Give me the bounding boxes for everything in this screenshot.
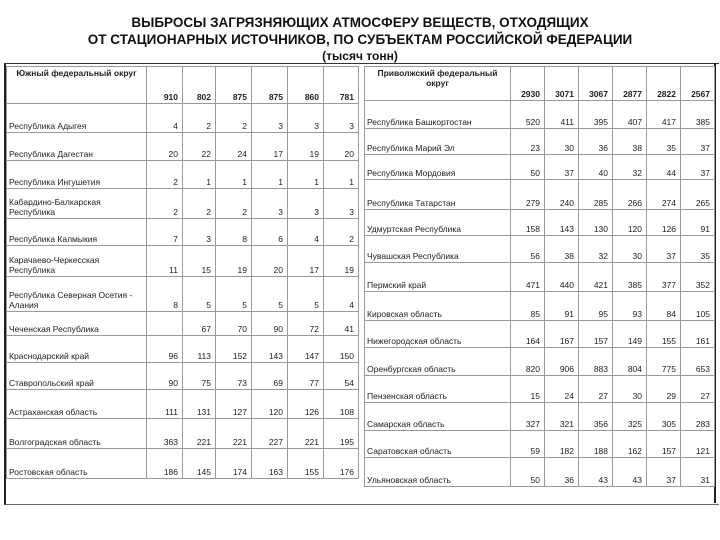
emission-value: 157 <box>647 431 681 458</box>
emission-value: 120 <box>613 210 647 236</box>
emission-value: 24 <box>545 376 579 403</box>
emission-value: 67 <box>183 312 216 336</box>
emission-value: 108 <box>324 390 359 419</box>
emission-value: 327 <box>511 403 545 431</box>
emission-value: 77 <box>288 363 324 390</box>
emission-value: 3 <box>252 189 288 219</box>
emission-value: 36 <box>545 458 579 487</box>
emission-value: 95 <box>579 292 613 321</box>
emission-value: 17 <box>288 246 324 277</box>
emission-value: 127 <box>216 390 252 419</box>
emission-value: 4 <box>324 277 359 312</box>
emission-value: 163 <box>252 449 288 479</box>
emission-value: 352 <box>681 263 715 292</box>
table-row <box>7 312 359 336</box>
emission-value: 19 <box>288 133 324 161</box>
emission-value: 1 <box>252 161 288 189</box>
emission-value: 15 <box>183 246 216 277</box>
table-row <box>7 133 359 161</box>
emission-value: 121 <box>681 431 715 458</box>
region-name: Саратовская область <box>365 431 511 458</box>
emission-value: 471 <box>511 263 545 292</box>
table-row <box>7 390 359 419</box>
region-name: Ставропольский край <box>7 363 147 390</box>
region-name: Республика Ингушетия <box>7 161 147 189</box>
region-name: Кировская область <box>365 292 511 321</box>
table-row <box>7 277 359 312</box>
emission-value: 130 <box>579 210 613 236</box>
emission-value: 113 <box>183 336 216 363</box>
district-total: 875 <box>252 67 288 104</box>
emission-value: 1 <box>288 161 324 189</box>
emission-value: 5 <box>216 277 252 312</box>
table-row <box>7 189 359 219</box>
emission-value: 377 <box>647 263 681 292</box>
emission-value: 73 <box>216 363 252 390</box>
emission-value: 37 <box>681 129 715 155</box>
emission-value: 149 <box>613 321 647 348</box>
district-total: 860 <box>288 67 324 104</box>
emission-value: 11 <box>147 246 183 277</box>
emission-value: 804 <box>613 348 647 376</box>
emission-value: 3 <box>324 104 359 133</box>
table-row <box>365 101 715 129</box>
emission-value: 15 <box>511 376 545 403</box>
district-name: Южный федеральный округ <box>7 67 147 104</box>
emission-value: 41 <box>324 312 359 336</box>
region-name: Республика Татарстан <box>365 180 511 210</box>
emission-value: 2 <box>216 189 252 219</box>
emission-value: 150 <box>324 336 359 363</box>
emission-value: 285 <box>579 180 613 210</box>
emission-value: 38 <box>545 236 579 263</box>
emission-value: 407 <box>613 101 647 129</box>
emission-value: 22 <box>183 133 216 161</box>
emission-value: 5 <box>252 277 288 312</box>
emission-value: 1 <box>183 161 216 189</box>
region-name: Республика Башкортостан <box>365 101 511 129</box>
emission-value: 20 <box>147 133 183 161</box>
emission-value: 31 <box>681 458 715 487</box>
emission-value: 186 <box>147 449 183 479</box>
emission-value: 182 <box>545 431 579 458</box>
emission-value: 24 <box>216 133 252 161</box>
emission-value: 35 <box>647 129 681 155</box>
emission-value: 3 <box>288 104 324 133</box>
emission-value: 906 <box>545 348 579 376</box>
emission-value: 84 <box>647 292 681 321</box>
emission-value: 8 <box>147 277 183 312</box>
emission-value: 411 <box>545 101 579 129</box>
emission-value: 143 <box>545 210 579 236</box>
table-row <box>365 155 715 180</box>
table-row <box>7 449 359 479</box>
district-total: 875 <box>216 67 252 104</box>
emission-value: 176 <box>324 449 359 479</box>
table-row <box>365 376 715 403</box>
region-name: Астраханская область <box>7 390 147 419</box>
emission-value: 283 <box>681 403 715 431</box>
emission-value: 221 <box>288 419 324 449</box>
emission-value: 32 <box>579 236 613 263</box>
table-row <box>7 336 359 363</box>
region-name: Республика Адыгея <box>7 104 147 133</box>
table-row <box>365 431 715 458</box>
emission-value: 37 <box>647 458 681 487</box>
emission-value: 240 <box>545 180 579 210</box>
emission-value: 30 <box>545 129 579 155</box>
district-name: Приволжский федеральный округ <box>365 67 511 101</box>
region-name: Краснодарский край <box>7 336 147 363</box>
emission-value: 20 <box>324 133 359 161</box>
title-line-2: ОТ СТАЦИОНАРНЫХ ИСТОЧНИКОВ, ПО СУБЪЕКТАМ РОССИЙСКОЙ ФЕДЕРАЦИИ <box>87 32 633 47</box>
header-row <box>365 67 715 101</box>
emission-value: 70 <box>216 312 252 336</box>
table-row <box>365 348 715 376</box>
emission-value: 152 <box>216 336 252 363</box>
title-unit: (тысяч тонн) <box>322 49 398 63</box>
region-name: Нижегородская область <box>365 321 511 348</box>
emission-value: 111 <box>147 390 183 419</box>
emission-value: 56 <box>511 236 545 263</box>
emission-value: 43 <box>579 458 613 487</box>
emission-value: 2 <box>147 161 183 189</box>
emission-value: 2 <box>183 189 216 219</box>
emission-value: 385 <box>613 263 647 292</box>
region-name: Самарская область <box>365 403 511 431</box>
emission-value: 90 <box>147 363 183 390</box>
volga-district-table <box>364 66 715 487</box>
emission-value: 158 <box>511 210 545 236</box>
emission-value: 265 <box>681 180 715 210</box>
emission-value: 162 <box>613 431 647 458</box>
region-name: Пензенская область <box>365 376 511 403</box>
emission-value: 7 <box>147 219 183 246</box>
emission-value: 2 <box>183 104 216 133</box>
emission-value: 20 <box>252 246 288 277</box>
emission-value: 4 <box>288 219 324 246</box>
emission-value: 3 <box>252 104 288 133</box>
emission-value: 8 <box>216 219 252 246</box>
table-row <box>365 236 715 263</box>
table-row <box>365 263 715 292</box>
emission-value: 37 <box>681 155 715 180</box>
emission-value: 227 <box>252 419 288 449</box>
emission-value: 50 <box>511 155 545 180</box>
emission-value: 143 <box>252 336 288 363</box>
emission-value: 44 <box>647 155 681 180</box>
emission-value: 75 <box>183 363 216 390</box>
region-name: Кабардино-Балкарская Республика <box>7 189 147 219</box>
emission-value: 174 <box>216 449 252 479</box>
emission-value: 27 <box>579 376 613 403</box>
emission-value: 653 <box>681 348 715 376</box>
emission-value: 32 <box>613 155 647 180</box>
emission-value: 30 <box>613 376 647 403</box>
emission-value: 820 <box>511 348 545 376</box>
region-name: Республика Марий Эл <box>365 129 511 155</box>
emission-value <box>147 312 183 336</box>
emission-value: 147 <box>288 336 324 363</box>
emission-value: 59 <box>511 431 545 458</box>
emission-value: 395 <box>579 101 613 129</box>
emission-value: 155 <box>647 321 681 348</box>
southern-district-table <box>6 66 359 479</box>
region-name: Чеченская Республика <box>7 312 147 336</box>
district-total: 2877 <box>613 67 647 101</box>
emission-value: 279 <box>511 180 545 210</box>
emission-value: 91 <box>545 292 579 321</box>
emission-value: 2 <box>324 219 359 246</box>
emission-value: 274 <box>647 180 681 210</box>
emission-value: 37 <box>545 155 579 180</box>
emission-value: 266 <box>613 180 647 210</box>
table-row <box>365 458 715 487</box>
emission-value: 157 <box>579 321 613 348</box>
emission-value: 221 <box>216 419 252 449</box>
emission-value: 126 <box>288 390 324 419</box>
emission-value: 2 <box>147 189 183 219</box>
district-total: 3071 <box>545 67 579 101</box>
region-name: Удмуртская Республика <box>365 210 511 236</box>
emission-value: 440 <box>545 263 579 292</box>
emission-value: 2 <box>216 104 252 133</box>
emission-value: 40 <box>579 155 613 180</box>
emission-value: 1 <box>324 161 359 189</box>
emission-value: 188 <box>579 431 613 458</box>
region-name: Ульяновская область <box>365 458 511 487</box>
emission-value: 23 <box>511 129 545 155</box>
title-line-1: ВЫБРОСЫ ЗАГРЯЗНЯЮЩИХ АТМОСФЕРУ ВЕЩЕСТВ, ОТХОДЯЩИХ <box>131 15 589 30</box>
table-row <box>365 210 715 236</box>
emission-value: 38 <box>613 129 647 155</box>
table-row <box>7 219 359 246</box>
emission-value: 90 <box>252 312 288 336</box>
emission-value: 356 <box>579 403 613 431</box>
district-total: 781 <box>324 67 359 104</box>
emission-value: 520 <box>511 101 545 129</box>
region-name: Волгоградская область <box>7 419 147 449</box>
emission-value: 161 <box>681 321 715 348</box>
table-row <box>7 363 359 390</box>
emission-value: 96 <box>147 336 183 363</box>
emission-value: 43 <box>613 458 647 487</box>
emission-value: 37 <box>647 236 681 263</box>
emission-value: 54 <box>324 363 359 390</box>
emission-value: 29 <box>647 376 681 403</box>
region-name: Пермский край <box>365 263 511 292</box>
emission-value: 19 <box>216 246 252 277</box>
emission-value: 195 <box>324 419 359 449</box>
emission-value: 321 <box>545 403 579 431</box>
header-row <box>7 67 359 104</box>
emission-value: 131 <box>183 390 216 419</box>
region-name: Карачаево-Черкесская Республика <box>7 246 147 277</box>
emission-value: 775 <box>647 348 681 376</box>
emission-value: 421 <box>579 263 613 292</box>
district-total: 2822 <box>647 67 681 101</box>
region-name: Чувашская Республика <box>365 236 511 263</box>
emission-value: 91 <box>681 210 715 236</box>
emission-value: 363 <box>147 419 183 449</box>
table-row <box>7 104 359 133</box>
emission-value: 35 <box>681 236 715 263</box>
emission-value: 105 <box>681 292 715 321</box>
emission-value: 3 <box>183 219 216 246</box>
emission-value: 85 <box>511 292 545 321</box>
emission-value: 164 <box>511 321 545 348</box>
emission-value: 145 <box>183 449 216 479</box>
table-row <box>365 403 715 431</box>
region-name: Оренбургская область <box>365 348 511 376</box>
region-name: Республика Северная Осетия - Алания <box>7 277 147 312</box>
district-total: 2930 <box>511 67 545 101</box>
emission-value: 6 <box>252 219 288 246</box>
emission-value: 417 <box>647 101 681 129</box>
emission-value: 69 <box>252 363 288 390</box>
emission-value: 19 <box>324 246 359 277</box>
emission-value: 27 <box>681 376 715 403</box>
emission-value: 4 <box>147 104 183 133</box>
emission-value: 72 <box>288 312 324 336</box>
table-row <box>365 321 715 348</box>
district-total: 802 <box>183 67 216 104</box>
table-row <box>365 129 715 155</box>
emission-value: 167 <box>545 321 579 348</box>
table-row <box>365 292 715 321</box>
emission-value: 3 <box>324 189 359 219</box>
district-total: 910 <box>147 67 183 104</box>
region-name: Республика Калмыкия <box>7 219 147 246</box>
table-row <box>365 180 715 210</box>
emission-value: 126 <box>647 210 681 236</box>
emission-value: 5 <box>288 277 324 312</box>
emission-value: 93 <box>613 292 647 321</box>
emission-value: 5 <box>183 277 216 312</box>
emission-value: 50 <box>511 458 545 487</box>
emission-value: 30 <box>613 236 647 263</box>
emission-value: 120 <box>252 390 288 419</box>
region-name: Ростовская область <box>7 449 147 479</box>
emission-value: 3 <box>288 189 324 219</box>
emission-value: 305 <box>647 403 681 431</box>
emission-value: 1 <box>216 161 252 189</box>
region-name: Республика Мордовия <box>365 155 511 180</box>
emission-value: 36 <box>579 129 613 155</box>
emission-value: 325 <box>613 403 647 431</box>
table-row <box>7 246 359 277</box>
district-total: 2567 <box>681 67 715 101</box>
emission-value: 385 <box>681 101 715 129</box>
emission-value: 221 <box>183 419 216 449</box>
table-row <box>7 161 359 189</box>
region-name: Республика Дагестан <box>7 133 147 161</box>
table-row <box>7 419 359 449</box>
emission-value: 883 <box>579 348 613 376</box>
district-total: 3067 <box>579 67 613 101</box>
emission-value: 17 <box>252 133 288 161</box>
emission-value: 155 <box>288 449 324 479</box>
page-title <box>0 14 720 65</box>
